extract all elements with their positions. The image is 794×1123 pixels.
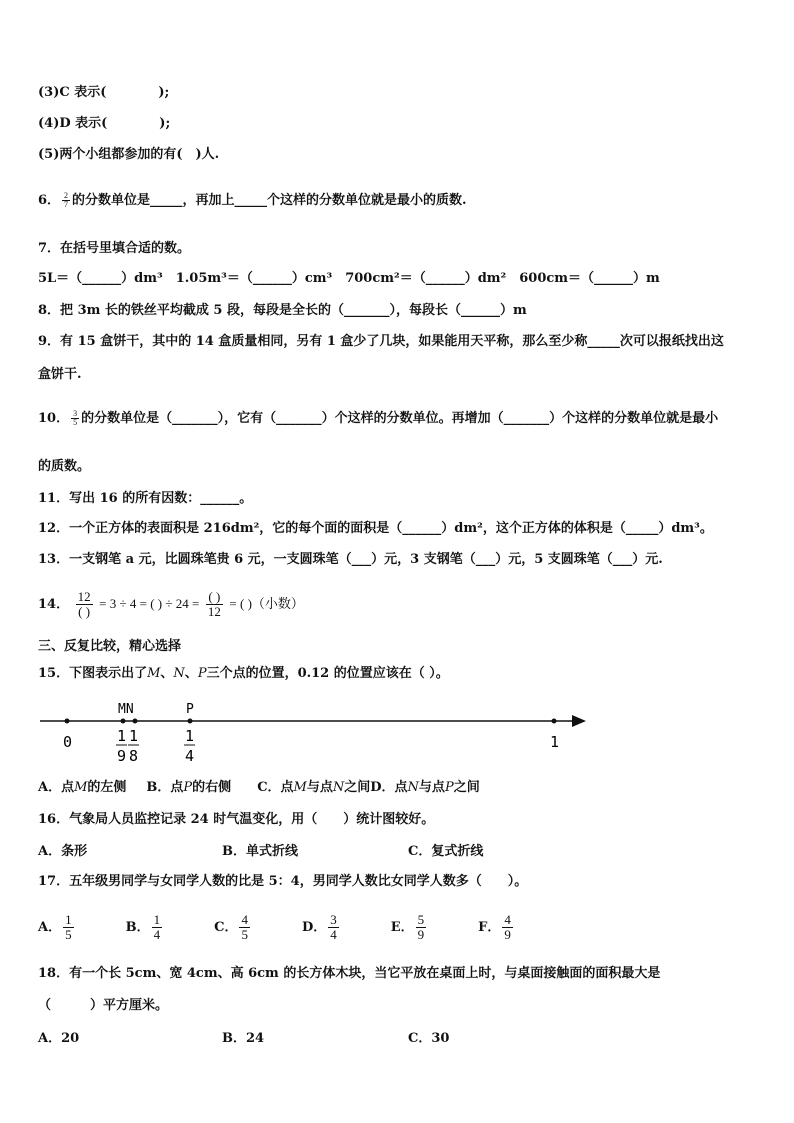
question-number: 6． (38, 193, 61, 208)
question-7-title: 7．在括号里填合适的数。 (38, 241, 191, 256)
option-c[interactable]: C．点M与点N之间 (257, 780, 371, 795)
question-10-line-1 (38, 410, 718, 428)
q16-option-b[interactable]: B．单式折线 (222, 844, 298, 859)
question-14 (38, 586, 304, 623)
question-text: 的分数单位是（_______），它有（_______）个这样的分数单位。再增加（_______）个这样的分数单位就是最小 (81, 411, 719, 426)
question-17: 17．五年级男同学与女同学人数的比是 5：4，男同学人数比女同学人数多（ ）。 (38, 874, 528, 889)
frac-n-den: 8 (129, 747, 139, 765)
question-15-options (38, 779, 480, 797)
question-15: 15．下图表示出了M、N、P三个点的位置，0.12 的位置应该在（ ）。 (38, 666, 449, 681)
frac-p-den: 4 (185, 747, 195, 765)
fraction: $\frac{3}{5}$ (73, 409, 78, 427)
q17-option-e[interactable]: E． $\frac{5}{9}$ (390, 912, 425, 942)
fraction: $\frac{2}{7}$ (64, 191, 69, 209)
question-12: 12．一个正方体的表面积是 216dm²，它的每个面的面积是（______）dm²，这个正方体的体积是（_____）dm³。 (38, 521, 713, 536)
q17-option-a[interactable]: A． $\frac{1}{5}$ (38, 912, 72, 942)
question-9-line-2: 盒饼干. (38, 367, 82, 382)
point-m (121, 719, 126, 724)
q18-option-a[interactable]: A．20 (38, 1031, 80, 1046)
q5-item-both: (5)两个小组都参加的有( )人. (38, 147, 220, 162)
q17-option-d[interactable]: D． $\frac{3}{4}$ (301, 912, 337, 942)
q18-option-b[interactable]: B．24 (222, 1031, 265, 1046)
fraction-1: $\frac{12}{( )}$ (77, 589, 91, 619)
question-18-line-1: 18．有一个长 5cm、宽 4cm、高 6cm 的长方体木块，当它平放在桌面上时，与桌面接触面的面积最大是 (38, 966, 661, 981)
q16-option-a[interactable]: A．条形 (38, 844, 88, 859)
point-zero (65, 719, 70, 724)
equation-middle: = 3 ÷ 4 = ( ) ÷ 24 = (99, 596, 200, 611)
point-n (133, 719, 138, 724)
q5-item-d: (4)D 表示( ); (38, 116, 171, 131)
point-one (552, 719, 557, 724)
question-number: 14． (38, 597, 70, 612)
question-9-line-1: 9．有 15 盒饼干，其中的 14 盒质量相同，另有 1 盒少了几块，如果能用天平称，那么至少称_____次可以报纸找出这 (38, 334, 724, 349)
label-p: P (186, 702, 194, 717)
equation-end: = ( )（小数） (229, 596, 304, 611)
option-b[interactable]: B．点P的右侧 (146, 780, 232, 795)
label-mn: MN (118, 702, 134, 717)
frac-p-num: 1 (185, 727, 195, 745)
frac-n-num: 1 (129, 727, 139, 745)
question-text: 的分数单位是_____，再加上_____个这样的分数单位就是最小的质数. (72, 193, 467, 208)
number-line (30, 695, 600, 770)
question-7-line: 5L＝（______）dm³ 1.05m³＝（______）cm³ 700cm²＝（______）dm² 600cm＝（______）m (38, 271, 660, 286)
question-number: 10． (38, 411, 70, 426)
q16-option-c[interactable]: C．复式折线 (408, 844, 484, 859)
question-10-line-2: 的质数。 (38, 459, 91, 474)
frac-m-num: 1 (117, 727, 127, 745)
point-p (188, 719, 193, 724)
q17-option-f[interactable]: F． $\frac{4}{9}$ (478, 912, 511, 942)
question-18-line-2: （ ）平方厘米。 (38, 998, 169, 1013)
frac-m-den: 9 (117, 747, 127, 765)
q5-item-c: (3)C 表示( ); (38, 85, 170, 100)
question-6 (38, 192, 467, 210)
label-zero: 0 (63, 733, 73, 751)
q18-option-c[interactable]: C．30 (408, 1031, 450, 1046)
label-one: 1 (550, 733, 560, 751)
q17-option-b[interactable]: B． $\frac{1}{4}$ (125, 912, 161, 942)
arrow-icon (572, 715, 586, 727)
option-a[interactable]: A．点M的左侧 (38, 780, 127, 795)
section-3-heading: 三、反复比较，精心选择 (38, 639, 182, 654)
question-16: 16．气象局人员监控记录 24 时气温变化，用（ ）统计图较好。 (38, 812, 435, 827)
question-13: 13．一支钢笔 a 元，比圆珠笔贵 6 元，一支圆珠笔（___）元，3 支钢笔（___）元，5 支圆珠笔（___）元. (38, 552, 663, 567)
fraction-2: $\frac{( )}{12}$ (207, 589, 221, 619)
question-8: 8．把 3m 长的铁丝平均截成 5 段，每段是全长的（_______），每段长（______）m (38, 303, 527, 318)
question-17-options (38, 910, 515, 946)
question-11: 11．写出 16 的所有因数：______。 (38, 491, 253, 506)
option-d[interactable]: D．点N与点P之间 (370, 780, 480, 795)
q17-option-c[interactable]: C． $\frac{4}{5}$ (214, 912, 248, 942)
